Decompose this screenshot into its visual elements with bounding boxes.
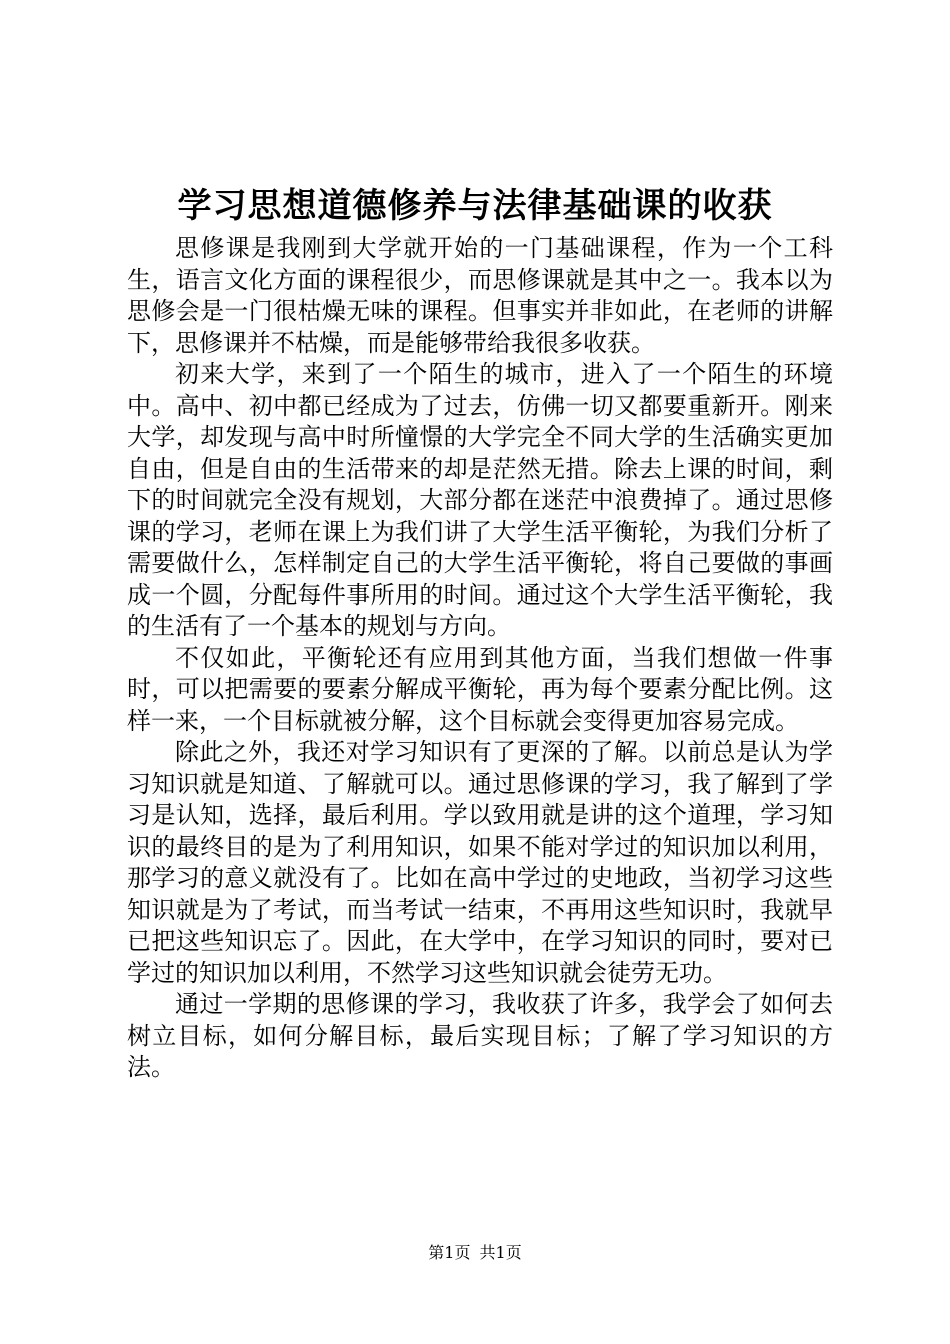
page-total: 共1页 bbox=[479, 1243, 522, 1262]
paragraph-3: 不仅如此，平衡轮还有应用到其他方面，当我们想做一件事时，可以把需要的要素分解成平衡轮，再为每个要素分配比例。这样一来，一个目标就被分解，这个目标就会变得更加容易完成。 bbox=[127, 643, 833, 735]
page-footer bbox=[0, 1242, 950, 1264]
document-body bbox=[127, 233, 833, 1084]
paragraph-5: 通过一学期的思修课的学习，我收获了许多，我学会了如何去树立目标，如何分解目标，最后实现目标；了解了学习知识的方法。 bbox=[127, 990, 833, 1081]
document-title: 学习思想道德修养与法律基础课的收获 bbox=[177, 186, 773, 226]
page-number: 第1页 bbox=[428, 1243, 471, 1262]
paragraph-1: 思修课是我刚到大学就开始的一门基础课程，作为一个工科生，语言文化方面的课程很少，而思修课就是其中之一。我本以为思修会是一门很枯燥无味的课程。但事实并非如此，在老师的讲解下，思修课并不枯燥，而是能够带给我很多收获。 bbox=[127, 234, 833, 357]
paragraph-2: 初来大学，来到了一个陌生的城市，进入了一个陌生的环境中。高中、初中都已经成为了过去，仿佛一切又都要重新开。刚来大学，却发现与高中时所憧憬的大学完全不同大学的生活确实更加自由，但是自由的生活带来的却是茫然无措。除去上课的时间，剩下的时间就完全没有规划，大部分都在迷茫中浪费掉了。通过思修课的学习，老师在课上为我们讲了大学生活平衡轮，为我们分析了需要做什么，怎样制定自己的大学生活平衡轮，将自己要做的事画成一个圆，分配每件事所用的时间。通过这个大学生活平衡轮，我的生活有了一个基本的规划与方向。 bbox=[127, 360, 833, 640]
paragraph-4: 除此之外，我还对学习知识有了更深的了解。以前总是认为学习知识就是知道、了解就可以。通过思修课的学习，我了解到了学习是认知，选择，最后利用。学以致用就是讲的这个道理，学习知识的最终目的是为了利用知识，如果不能对学过的知识加以利用，那学习的意义就没有了。比如在高中学过的史地政，当初学习这些知识就是为了考试，而当考试一结束，不再用这些知识时，我就早已把这些知识忘了。因此，在大学中，在学习知识的同时，要对已学过的知识加以利用，不然学习这些知识就会徒劳无功。 bbox=[127, 738, 833, 987]
